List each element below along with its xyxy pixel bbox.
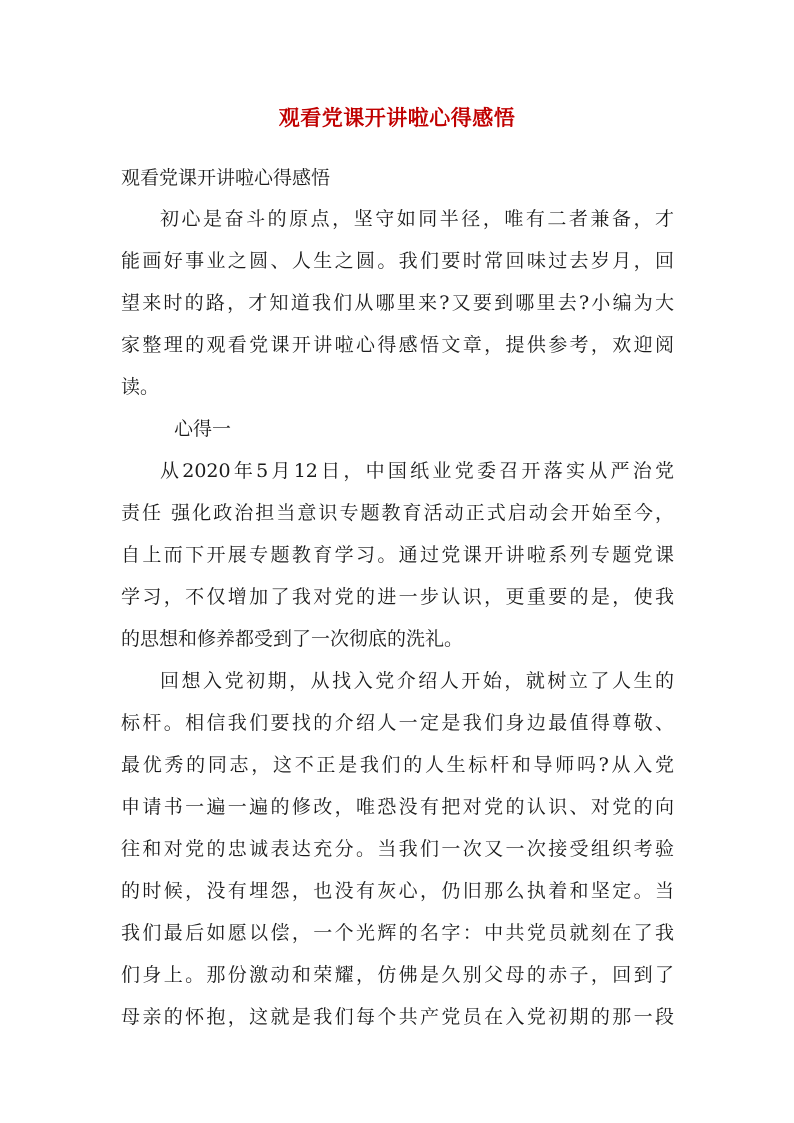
paragraph-line: 从2020年5月12日，中国纸业党委召开落实从严治党 bbox=[160, 460, 674, 482]
paragraph-line: 学习，不仅增加了我对党的进一步认识，更重要的是，使我 bbox=[121, 586, 674, 608]
paragraph-line: 初心是奋斗的原点，坚守如同半径，唯有二者兼备，才 bbox=[160, 208, 674, 230]
paragraph-line: 回想入党初期，从找入党介绍人开始，就树立了人生的 bbox=[160, 670, 674, 692]
article-subtitle: 观看党课开讲啦心得感悟 bbox=[121, 167, 331, 189]
section-heading: 心得一 bbox=[174, 418, 232, 440]
paragraph-line: 的时候，没有埋怨，也没有灰心，仍旧那么执着和坚定。当 bbox=[121, 880, 674, 902]
paragraph-line: 自上而下开展专题教育学习。通过党课开讲啦系列专题党课 bbox=[121, 544, 674, 566]
paragraph-line: 往和对党的忠诚表达充分。当我们一次又一次接受组织考验 bbox=[121, 838, 674, 860]
paragraph-line: 家整理的观看党课开讲啦心得感悟文章，提供参考，欢迎阅 bbox=[121, 334, 674, 356]
paragraph-line: 最优秀的同志，这不正是我们的人生标杆和导师吗?从入党 bbox=[121, 754, 674, 776]
paragraph-line: 读。 bbox=[121, 376, 160, 398]
paragraph-line: 母亲的怀抱，这就是我们每个共产党员在入党初期的那一段 bbox=[121, 1006, 674, 1028]
paragraph-line: 标杆。相信我们要找的介绍人一定是我们身边最值得尊敬、 bbox=[121, 712, 674, 734]
paragraph-line: 能画好事业之圆、人生之圆。我们要时常回味过去岁月，回 bbox=[121, 250, 674, 272]
document-title: 观看党课开讲啦心得感悟 bbox=[278, 105, 516, 130]
paragraph-line: 申请书一遍一遍的修改，唯恐没有把对党的认识、对党的向 bbox=[121, 796, 674, 818]
paragraph-line: 我们最后如愿以偿，一个光辉的名字：中共党员就刻在了我 bbox=[121, 922, 674, 944]
paragraph-line: 们身上。那份激动和荣耀，仿佛是久别父母的赤子，回到了 bbox=[121, 964, 674, 986]
paragraph-line: 望来时的路，才知道我们从哪里来?又要到哪里去?小编为大 bbox=[121, 292, 674, 314]
paragraph-line: 的思想和修养都受到了一次彻底的洗礼。 bbox=[121, 628, 464, 650]
paragraph-line: 责任 强化政治担当意识专题教育活动正式启动会开始至今， bbox=[121, 502, 674, 524]
